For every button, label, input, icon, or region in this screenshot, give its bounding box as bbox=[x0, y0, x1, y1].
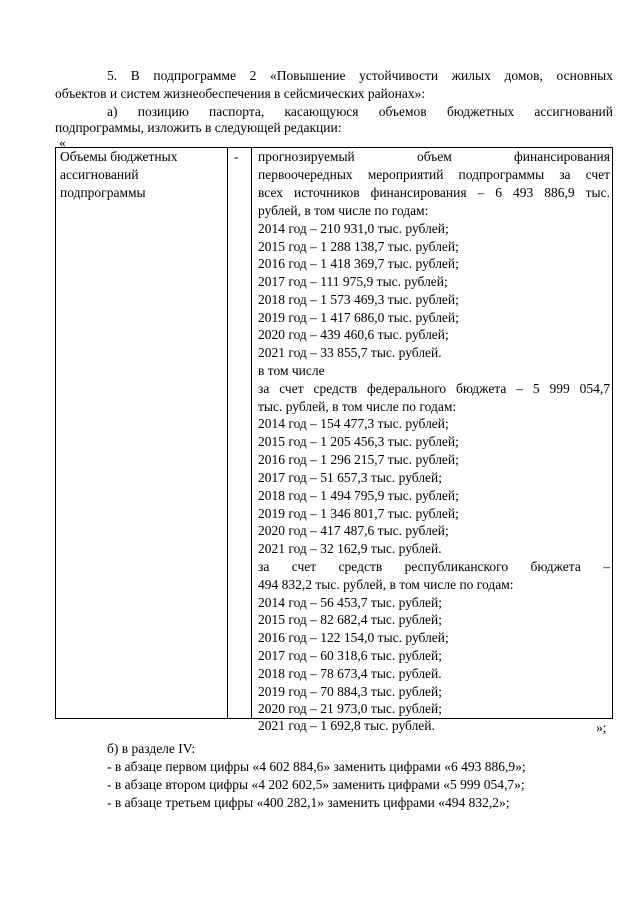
table-content-line: в том числе bbox=[258, 363, 325, 378]
table-content-line: 494 832,2 тыс. рублей, в том числе по годам: bbox=[258, 577, 514, 592]
table-content-line: 2020 год – 439 460,6 тыс. рублей; bbox=[258, 327, 449, 342]
section-b-item-3: - в абзаце третьем цифры «400 282,1» заменить цифрами «494 832,2»; bbox=[107, 795, 510, 810]
table-content-line: 2015 год – 82 682,4 тыс. рублей; bbox=[258, 612, 443, 627]
table-content-line: 2019 год – 1 346 801,7 тыс. рублей; bbox=[258, 506, 459, 521]
table-content-line: 2021 год – 32 162,9 тыс. рублей. bbox=[258, 541, 442, 556]
table-content-line: 2021 год – 1 692,8 тыс. рублей. bbox=[258, 718, 435, 733]
table-content-line: 2017 год – 111 975,9 тыс. рублей; bbox=[258, 274, 448, 289]
section-b-item-1: - в абзаце первом цифры «4 602 884,6» заменить цифрами «6 493 886,9»; bbox=[107, 759, 526, 774]
table-dash: - bbox=[234, 149, 239, 164]
intro-paragraph-2-line-1: а) позицию паспорта, касающуюся объемов бюджетных ассигнований bbox=[107, 104, 613, 119]
table-content-line: тыс. рублей, в том числе по годам: bbox=[258, 399, 457, 414]
table-content-line: 2020 год – 417 487,6 тыс. рублей; bbox=[258, 523, 449, 538]
table-content-line: 2016 год – 1 296 215,7 тыс. рублей; bbox=[258, 452, 459, 467]
section-b-heading: б) в разделе IV: bbox=[107, 741, 196, 756]
open-quote: « bbox=[59, 135, 66, 150]
table-content-line: 2021 год – 33 855,7 тыс. рублей. bbox=[258, 345, 442, 360]
intro-paragraph-1-line-2: объектов и систем жизнеобеспечения в сейсмических районах»: bbox=[55, 86, 426, 101]
table-content-line: 2019 год – 70 884,3 тыс. рублей; bbox=[258, 684, 443, 699]
table-content-line: 2016 год – 122 154,0 тыс. рублей; bbox=[258, 630, 449, 645]
table-content-line: прогнозируемый объем финансирования bbox=[258, 149, 610, 164]
table-content-line: 2019 год – 1 417 686,0 тыс. рублей; bbox=[258, 310, 459, 325]
table-content-line: 2016 год – 1 418 369,7 тыс. рублей; bbox=[258, 256, 459, 271]
intro-paragraph-2-line-2: подпрограммы, изложить в следующей редакции: bbox=[55, 120, 342, 135]
table-label-line-1: Объемы бюджетных bbox=[60, 149, 178, 164]
table-divider-2 bbox=[251, 148, 252, 718]
table-content-line: рублей, в том числе по годам: bbox=[258, 203, 429, 218]
table-content-line: 2014 год – 56 453,7 тыс. рублей; bbox=[258, 595, 443, 610]
table-content-line: 2014 год – 210 931,0 тыс. рублей; bbox=[258, 221, 449, 236]
table-content-line: 2015 год – 1 288 138,7 тыс. рублей; bbox=[258, 239, 459, 254]
intro-paragraph-1-line-1: 5. В подпрограмме 2 «Повышение устойчивости жилых домов, основных bbox=[107, 68, 613, 83]
table-content-line: 2018 год – 1 573 469,3 тыс. рублей; bbox=[258, 292, 459, 307]
section-b-item-2: - в абзаце втором цифры «4 202 602,5» заменить цифрами «5 999 054,7»; bbox=[107, 777, 525, 792]
table-content-line: всех источников финансирования – 6 493 886,9 тыс. bbox=[258, 185, 610, 200]
table-content-line: за счет средств республиканского бюджета – bbox=[258, 559, 610, 574]
table-label-line-3: подпрограммы bbox=[60, 185, 146, 200]
table-content-line: первоочередных мероприятий подпрограммы за счет bbox=[258, 167, 610, 182]
table-content-line: 2017 год – 51 657,3 тыс. рублей; bbox=[258, 470, 443, 485]
table-content-line: 2018 год – 78 673,4 тыс. рублей. bbox=[258, 666, 442, 681]
table-content-line: 2018 год – 1 494 795,9 тыс. рублей; bbox=[258, 488, 459, 503]
table-content-line: 2020 год – 21 973,0 тыс. рублей; bbox=[258, 701, 443, 716]
table-label-line-2: ассигнований bbox=[60, 167, 139, 182]
close-quote: »; bbox=[596, 720, 607, 735]
table-content-line: 2015 год – 1 205 456,3 тыс. рублей; bbox=[258, 434, 459, 449]
table-content-line: за счет средств федерального бюджета – 5 999 054,7 bbox=[258, 381, 610, 396]
table-divider-1 bbox=[227, 148, 228, 718]
table-content-line: 2014 год – 154 477,3 тыс. рублей; bbox=[258, 416, 449, 431]
table-content-line: 2017 год – 60 318,6 тыс. рублей; bbox=[258, 648, 443, 663]
